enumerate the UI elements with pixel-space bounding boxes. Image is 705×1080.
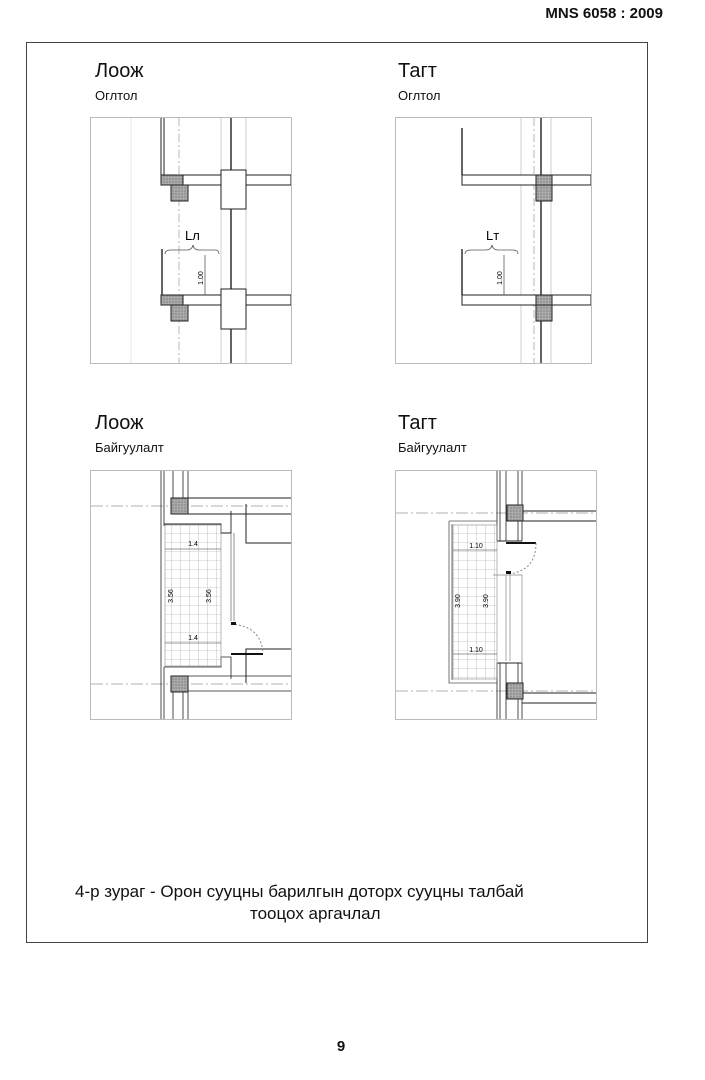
page-number: 9 — [336, 1038, 346, 1055]
figure-subtitle-balcony-plan: Байгуулалт — [398, 440, 467, 455]
figure-title-balcony-section: Тагт — [398, 60, 437, 82]
figure-caption-line1: 4-р зураг - Орон сууцны барилгын доторх сууцны талбай — [75, 882, 524, 901]
standard-number: MNS 6058 : 2009 — [545, 5, 663, 22]
figure-caption-line2: тооцох аргачлал — [250, 904, 381, 923]
loggia-length-label: Lл — [185, 228, 200, 243]
slab-lower — [161, 289, 291, 329]
loggia-length-left: 3.56 — [168, 589, 175, 603]
figure-title-balcony-plan: Тагт — [398, 412, 437, 434]
loggia-section-drawing — [90, 117, 292, 364]
slab-upper — [462, 175, 591, 201]
balcony-section-drawing — [395, 117, 592, 364]
balcony-rail-height: 1.00 — [497, 271, 504, 285]
loggia-width-top: 1.4 — [188, 541, 198, 548]
loggia-length-right: 3.56 — [206, 589, 213, 603]
figure-subtitle-balcony-section: Оглтол — [398, 88, 441, 103]
slab-upper — [161, 170, 291, 209]
balcony-width-top: 1.10 — [469, 543, 483, 550]
balcony-length-right: 3.90 — [483, 594, 490, 608]
balcony-length-label: Lт — [486, 228, 500, 243]
loggia-plan-drawing — [90, 470, 292, 720]
figure-subtitle-loggia-section: Оглтол — [95, 88, 138, 103]
balcony-length-left: 3.90 — [455, 594, 462, 608]
figure-title-loggia-plan: Лоож — [95, 412, 144, 434]
slab-lower — [462, 295, 591, 321]
loggia-rail-height: 1.00 — [198, 271, 205, 285]
figure-title-loggia-section: Лоож — [95, 60, 144, 82]
figure-subtitle-loggia-plan: Байгуулалт — [95, 440, 164, 455]
balcony-width-bottom: 1.10 — [469, 647, 483, 654]
balcony-plan-drawing — [395, 470, 597, 720]
loggia-width-bottom: 1.4 — [188, 635, 198, 642]
